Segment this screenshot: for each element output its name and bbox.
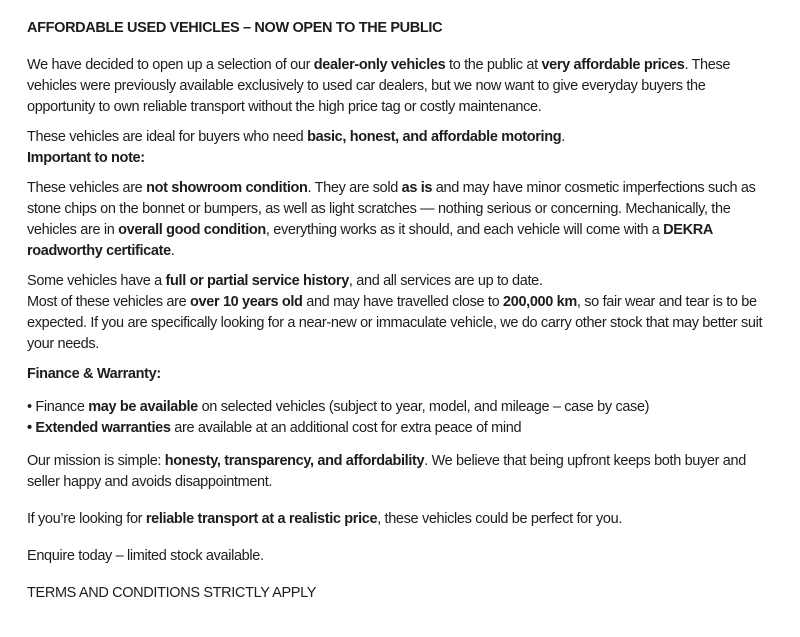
text-run: These vehicles are (27, 180, 147, 196)
paragraph-ideal-for (27, 127, 772, 148)
text-run: Finance & Warranty: (27, 366, 161, 382)
paragraph-service-history (27, 271, 772, 292)
text-run: reliable transport at a realistic price (145, 511, 378, 527)
text-run: to the public at (445, 57, 542, 73)
text-run: Most of these vehicles are (27, 294, 191, 310)
heading-important-to-note (27, 148, 772, 169)
text-run: Our mission is simple: (27, 453, 165, 469)
paragraph-intro (27, 55, 772, 118)
text-run: These vehicles are ideal for buyers who need (27, 129, 308, 145)
text-run: over 10 years old (190, 294, 303, 310)
text-run: We have decided to open up a selection of our (27, 57, 314, 73)
bullet-finance (27, 397, 772, 418)
paragraph-mission (27, 451, 772, 493)
text-run: • Finance (27, 399, 89, 415)
text-run: 200,000 km (503, 294, 577, 310)
bullet-extended-warranties (27, 418, 772, 439)
text-run: and may have minor cosmetic imperfections such as stone chips on the bonnet or bumpers, as well as light scratches — nothing serious or concerning. Mechanically, the vehicles are in (27, 180, 756, 238)
text-run: . These vehicles were previously available exclusively to used car dealers, but we now want to give everyday buyers the opportunity to own reliable transport without the high price tag or costly maintenance. (27, 57, 731, 115)
document-title: AFFORDABLE USED VEHICLES – NOW OPEN TO THE PUBLIC (27, 20, 443, 36)
text-run: basic, honest, and affordable motoring (307, 129, 562, 145)
text-run: . They are sold (307, 180, 402, 196)
heading-finance-warranty (27, 364, 772, 385)
text-run: , and all services are up to date. (348, 273, 543, 289)
text-run: DEKRA roadworthy certificate (27, 222, 713, 259)
text-run: Important to note: (27, 150, 145, 166)
text-run: , everything works as it should, and each vehicle will come with a (265, 222, 664, 238)
text-run: are available at an additional cost for extra peace of mind (170, 420, 522, 436)
text-run: on selected vehicles (subject to year, model, and mileage – case by case) (197, 399, 650, 415)
text-run: dealer-only vehicles (313, 57, 446, 73)
terms-footer: TERMS AND CONDITIONS STRICTLY APPLY (27, 585, 317, 601)
paragraph-age-mileage (27, 292, 772, 355)
text-run: honesty, transparency, and affordability (164, 453, 425, 469)
paragraph-condition (27, 178, 772, 262)
text-run: , these vehicles could be perfect for you. (377, 511, 623, 527)
text-run: Enquire today – limited stock available. (27, 548, 264, 564)
text-run: If you’re looking for (27, 511, 146, 527)
text-run: • Extended warranties (27, 420, 171, 436)
text-run: . We believe that being upfront keeps both buyer and seller happy and avoids disappointment. (27, 453, 746, 490)
text-run: full or partial service history (165, 273, 349, 289)
text-run: may be available (88, 399, 198, 415)
paragraph-enquire (27, 546, 772, 567)
text-run: , so fair wear and tear is to be expected. If you are specifically looking for a near-new or immaculate vehicle, we do carry other stock that may better suit your needs. (27, 294, 763, 352)
text-run: . (561, 129, 565, 145)
text-run: . (170, 243, 175, 259)
text-run: as is (401, 180, 433, 196)
text-run: very affordable prices (541, 57, 685, 73)
paragraph-looking-for (27, 509, 772, 530)
text-run: not showroom condition (146, 180, 308, 196)
text-run: and may have travelled close to (302, 294, 504, 310)
text-run: Some vehicles have a (27, 273, 166, 289)
text-run: overall good condition (118, 222, 266, 238)
